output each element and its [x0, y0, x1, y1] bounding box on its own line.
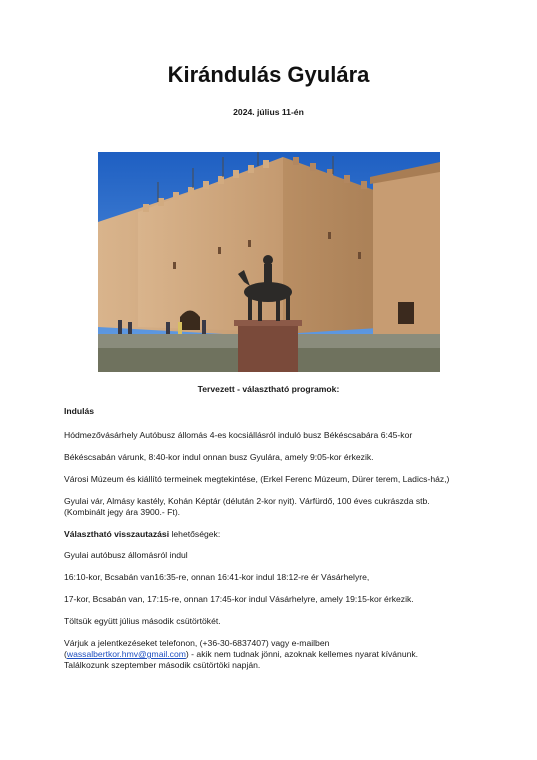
departure-line-1: Hódmezővásárhely Autóbusz állomás 4-es kocsiállásról induló busz Békéscsabára 6:45-kor: [64, 430, 413, 440]
museum-line: Városi Múzeum és kiállító termeinek megtekintése, (Erkel Ferenc Múzeum, Dürer terem, Ladics-ház,): [64, 474, 450, 484]
departure-line-2: Békéscsabán várunk, 8:40-kor indul onnan busz Gyulára, amely 9:05-kor érkezik.: [64, 452, 374, 462]
closing-line-2: [64, 649, 484, 660]
departure-heading: Indulás: [64, 406, 95, 416]
return-line-2: 16:10-kor, Bcsabán van16:35-re, onnan 16:41-kor indul 18:12-re ér Vásárhelyre,: [64, 572, 370, 582]
return-line-1: Gyulai autóbusz állomásról indul: [64, 550, 188, 560]
email-link[interactable]: wassalbertkor.hmv@gmail.com: [66, 649, 186, 659]
closing-line-3: Találkozunk szeptember második csütörtöki napján.: [64, 660, 261, 670]
together-line: Töltsük együtt július második csütörtökét.: [64, 616, 221, 626]
return-line-3: 17-kor, Bcsabán van, 17:15-re, onnan 17:45-kor indul Vásárhelyre, amely 19:15-kor érkezik.: [64, 594, 414, 604]
programs-heading: Tervezett - választható programok:: [197, 384, 340, 394]
closing-line-1: Várjuk a jelentkezéseket telefonon, (+36-30-6837407) vagy e-mailben: [64, 638, 330, 648]
castle-photo: [98, 152, 440, 372]
ticket-price-line: (Kombinált jegy ára 3900.- Ft).: [64, 507, 181, 517]
return-heading-rest: lehetőségek:: [169, 529, 221, 539]
return-heading-bold: Választható visszautazási: [64, 529, 170, 539]
closing-line-2-rest: ) - akik nem tudnak jönni, azoknak kellemes nyarat kívánunk.: [185, 649, 419, 659]
paren-open: (: [64, 649, 67, 659]
castle-line: Gyulai vár, Almásy kastély, Kohán Képtár (délután 2-kor nyit). Várfürdő, 100 éves cukrászda stb.: [64, 496, 430, 506]
document-title: Kirándulás Gyulára: [167, 62, 370, 87]
document-date: 2024. július 11-én: [233, 107, 304, 117]
return-heading: [64, 529, 484, 540]
